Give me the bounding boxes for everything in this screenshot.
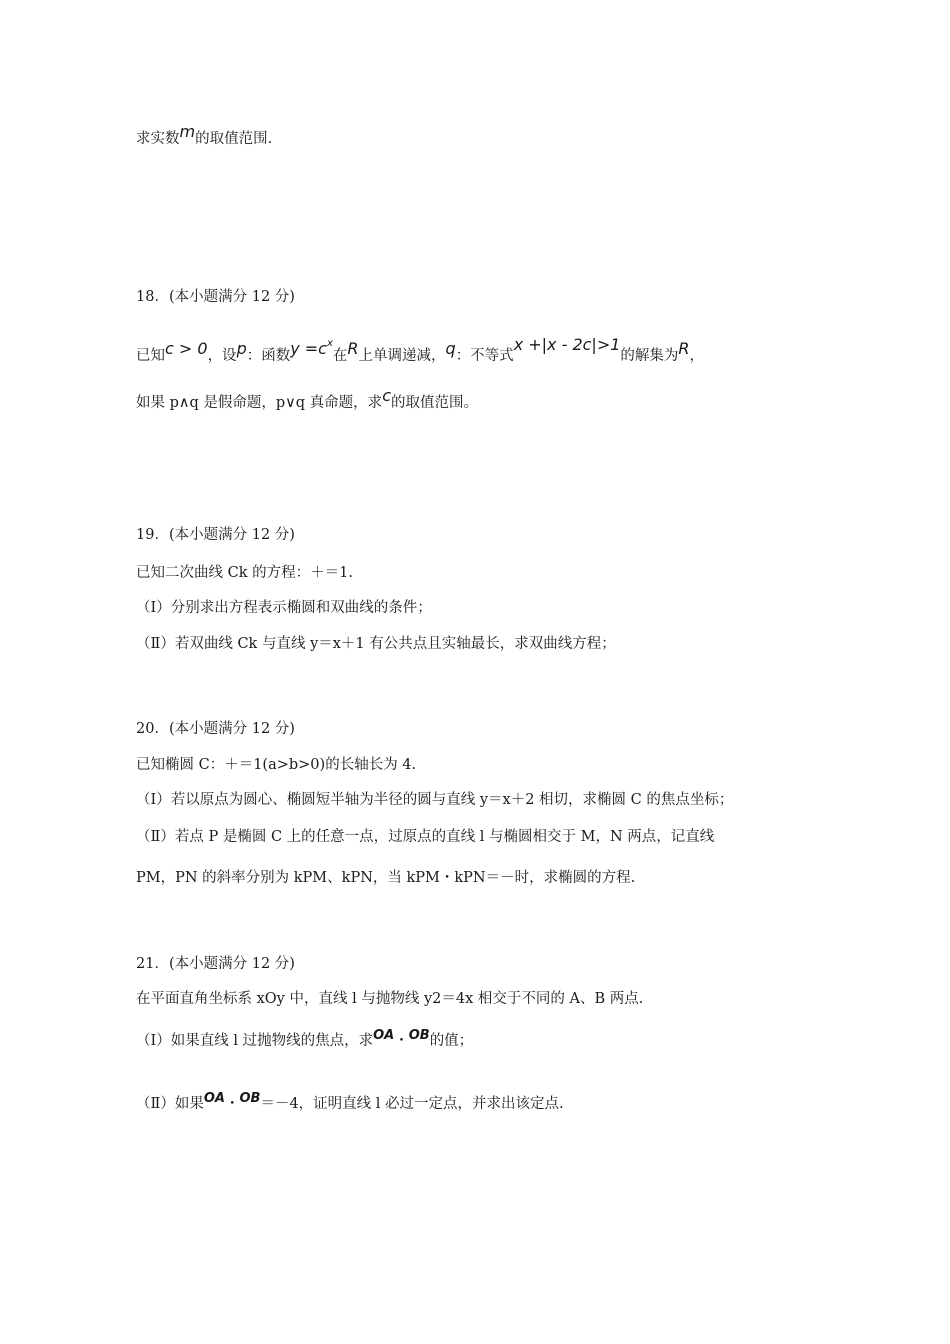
q21-p1-text-b: 的值； bbox=[429, 1033, 474, 1049]
q21-part-1 bbox=[136, 1028, 474, 1052]
dot-operator-2: ・ bbox=[224, 1096, 240, 1112]
q18-text-h: ， bbox=[689, 348, 705, 364]
q21-line-1: 在平面直角坐标系 xOy 中，直线 l 与抛物线 y2＝4x 相交于不同的 A、B 两点. bbox=[136, 991, 644, 1007]
q20-heading: 20．(本小题满分 12 分) bbox=[136, 721, 295, 737]
q20-part-1: （Ⅰ）若以原点为圆心、椭圆短半轴为半径的圆与直线 y＝x＋2 相切，求椭圆 C 的焦点坐标； bbox=[136, 792, 734, 808]
q20-line-1: 已知椭圆 C：＋＝1(a>b>0)的长轴长为 4. bbox=[136, 757, 417, 773]
q21-heading: 21．(本小题满分 12 分) bbox=[136, 956, 295, 972]
vector-OA: OA bbox=[373, 1028, 395, 1043]
q20-part-2-cont: PM，PN 的斜率分别为 kPM、kPN，当 kPM・kPN＝－时，求椭圆的方程. bbox=[136, 870, 636, 886]
tail-text-1: 求实数 bbox=[136, 131, 180, 147]
q20-part-2: （Ⅱ）若点 P 是椭圆 C 上的任意一点，过原点的直线 l 与椭圆相交于 M，N 两点，记直线 bbox=[136, 829, 715, 845]
q18-l2-text-b: 的取值范围。 bbox=[390, 395, 478, 411]
math-inequality: x +|x - 2c|>1 bbox=[513, 335, 621, 354]
tail-text-2: 的取值范围. bbox=[195, 131, 273, 147]
vector-OB-2: OB bbox=[239, 1091, 261, 1106]
q18-heading: 18．(本小题满分 12 分) bbox=[136, 289, 295, 305]
q18-text-g: 的解集为 bbox=[620, 348, 679, 364]
function-base: y =c bbox=[290, 339, 327, 358]
q18-text-d: 在 bbox=[332, 348, 348, 364]
q18-text-a: 已知 bbox=[136, 348, 165, 364]
q21-p1-text-a: （Ⅰ）如果直线 l 过抛物线的焦点，求 bbox=[136, 1033, 374, 1049]
q18-l2-text-a: 如果 p∧q 是假命题，p∨q 真命题，求 bbox=[136, 395, 383, 411]
q21-p2-text-a: （Ⅱ）如果 bbox=[136, 1096, 204, 1112]
q19-part-2: （Ⅱ）若双曲线 Ck 与直线 y＝x＋1 有公共点且实轴最长，求双曲线方程； bbox=[136, 636, 616, 652]
q19-heading: 19．(本小题满分 12 分) bbox=[136, 527, 295, 543]
var-p: p bbox=[236, 339, 247, 358]
q18-text-c: ：函数 bbox=[246, 348, 291, 364]
q18-text-b: ，设 bbox=[207, 348, 237, 364]
var-R: R bbox=[347, 339, 359, 358]
q21-p2-text-b: ＝－4，证明直线 l 必过一定点，并求出该定点. bbox=[260, 1096, 564, 1112]
function-exponent: x bbox=[326, 338, 333, 349]
q18-text-f: ：不等式 bbox=[455, 348, 514, 364]
var-q: q bbox=[445, 339, 456, 358]
var-R-2: R bbox=[678, 339, 690, 358]
vector-OA-2: OA bbox=[203, 1091, 225, 1106]
dot-operator: ・ bbox=[394, 1033, 409, 1049]
q19-part-1: （Ⅰ）分别求出方程表示椭圆和双曲线的条件； bbox=[136, 600, 432, 616]
q21-part-2 bbox=[136, 1091, 564, 1115]
math-c-gt-0: c > 0 bbox=[165, 339, 208, 358]
q18-text-e: 上单调递减， bbox=[358, 348, 446, 364]
q19-line-1: 已知二次曲线 Ck 的方程：＋＝1. bbox=[136, 565, 353, 581]
math-function bbox=[290, 338, 333, 358]
vector-OB: OB bbox=[408, 1028, 430, 1043]
q18-line-2 bbox=[136, 386, 478, 413]
prev-problem-tail bbox=[136, 122, 273, 149]
var-m: m bbox=[179, 122, 196, 141]
var-c: c bbox=[382, 386, 391, 405]
q18-line-1 bbox=[136, 335, 705, 366]
